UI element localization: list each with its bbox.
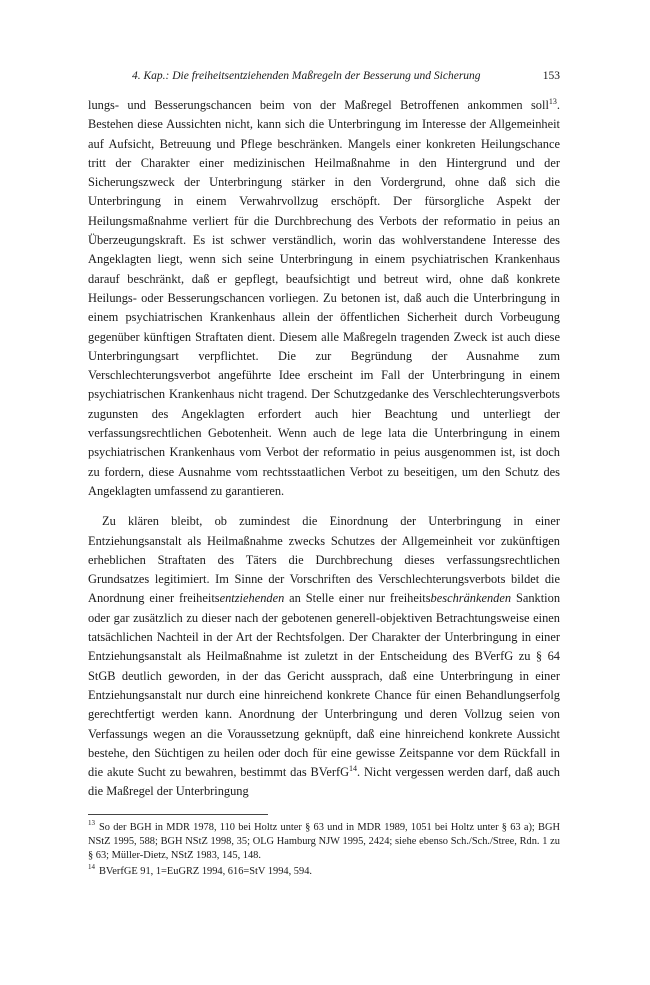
- paragraph-1: [88, 96, 560, 501]
- paragraph-2-text-a: Zu klären bleibt, ob zumindest die Einordnung der Unterbringung in einer Entziehungsanstalt als Heilmaßnahme zwecks Schutzes der Allgemeinheit vor zukünftigen erheblichen Straftaten des Täters die Durchbrechung dieses verfassungsrechtlichen Grundsatzes legitimiert. Im Sinne der Vorschriften des Verschlechterungsverbots bildet die Anordnung einer freiheits: [88, 514, 560, 606]
- footnote-13: [88, 821, 560, 863]
- footnotes: [88, 821, 560, 879]
- paragraph-2-text-d: . Nicht vergessen werden darf, daß auch die Maßregel der Unterbringung: [88, 765, 560, 799]
- footnote-text: So der BGH in MDR 1978, 110 bei Holtz unter § 63 und in MDR 1989, 1051 bei Holtz unter § 63 a); BGH NStZ 1995, 588; BGH NStZ 1998, 35; OLG Hamburg NJW 1995, 2424; siehe ebenso Sch./Sch./Stree, Rdn. 1 zu § 63; Müller-Dietz, NStZ 1983, 145, 148.: [88, 821, 560, 861]
- footnote-ref-14: 14: [349, 763, 358, 773]
- paragraph-2-italic-beschraenkenden: beschränkenden: [430, 591, 512, 606]
- paragraph-2-italic-entziehenden: entziehenden: [219, 591, 285, 606]
- page-number: 153: [542, 70, 560, 82]
- footnote-14: [88, 865, 560, 879]
- paragraph-2: [88, 512, 560, 801]
- footnote-ref-13: 13: [548, 96, 557, 106]
- footnote-separator: [88, 814, 268, 821]
- document-page: [88, 70, 560, 881]
- paragraph-1-text-a: lungs- und Besserungschancen beim von der Maßregel Betroffenen ankommen soll: [88, 98, 549, 112]
- paragraph-1-text-b: . Bestehen diese Aussichten nicht, kann sich die Unterbringung im Interesse der Allgemeinheit auf Aufsicht, Betreuung und Pflege beschränken. Mangels einer konkreten Heilungschance tritt der Charakter einer medizinischen Heilmaßnahme in den Hintergrund und der Sicherungszweck der Unterbringung stärker in den Vordergrund, ohne daß sich die Unterbringung in einem Verwahrvollzug erschöpft. Der fürsorgliche Aspekt der Heilungsmaßnahme verliert für die Durchbrechung des Verbots der reformatio in peius an Überzeugungskraft. Es ist schwer verständlich, worin das wohlverstandene Interesse des Angeklagten liegt, wenn sich seine Unterbringung in einem psychiatrischen Krankenhaus darauf beschränkt, daß er gepflegt, beaufsichtigt und betreut wird, ohne daß konkrete Heilungs- oder Besserungschancen vorliegen. Zu betonen ist, daß auch die Unterbringung in einem psychiatrischen Krankenhaus allein der öffentlichen Sicherheit durch Vorbeugung gegenüber künftigen Straftaten dient. Diesem alle Maßregeln tragenden Zweck ist auch diese Unterbringungsart verpflichtet. Die zur Begründung der Ausnahme zum Verschlechterungsverbot angeführte Idee erscheint im Fall der Unterbringung in einem psychiatrischen Krankenhaus nicht tragend. Der Schutzgedanke des Verschlechterungsverbots zugunsten des Angeklagten erfordert auch hier Beachtung und unterliegt der verfassungsrechtlichen Gebotenheit. Wenn auch de lege lata die Unterbringung in einem psychiatrischen Krankenhaus vom Verbot der reformatio in peius ausgenommen ist, ist doch zu fordern, diese Ausnahme vom rechtsstaatlichen Verbot zu beseitigen, um den Schutz des Angeklagten umfassend zu garantieren.: [88, 98, 560, 498]
- footnote-number: 14: [88, 863, 95, 872]
- footnote-number: 13: [88, 819, 95, 828]
- paragraph-2-text-b: an Stelle einer nur freiheits: [284, 591, 431, 606]
- running-title: 4. Kap.: Die freiheitsentziehenden Maßregeln der Besserung und Sicherung: [132, 70, 481, 82]
- footnote-text: BVerfGE 91, 1=EuGRZ 1994, 616=StV 1994, 594.: [99, 865, 312, 877]
- paragraph-2-text-c: Sanktion oder gar zusätzlich zu dieser nach der gebotenen generell-objektiven Betrachtungsweise einen tatsächlichen Nachteil in der Art der Rechtsfolgen. Der Charakter der Unterbringung in einer Entziehungsanstalt als Heilmaßnahme ist zuletzt in der Entscheidung des BVerfG zu § 64 StGB deutlich geworden, in der das Gericht aussprach, daß eine Unterbringung in einer Entziehungsanstalt nur durch eine hinreichend konkrete Chance für einen Behandlungserfolg gerechtfertigt werden kann. Anordnung der Unterbringung und deren Vollzug seien von Verfassungs wegen an die Voraussetzung geknüpft, daß eine hinreichend konkrete Aussicht bestehe, den Süchtigen zu heilen oder doch für eine gewisse Zeitspanne vor dem Rückfall in die akute Sucht zu bewahren, bestimmt das BVerfG: [88, 591, 561, 780]
- running-header: [88, 70, 560, 82]
